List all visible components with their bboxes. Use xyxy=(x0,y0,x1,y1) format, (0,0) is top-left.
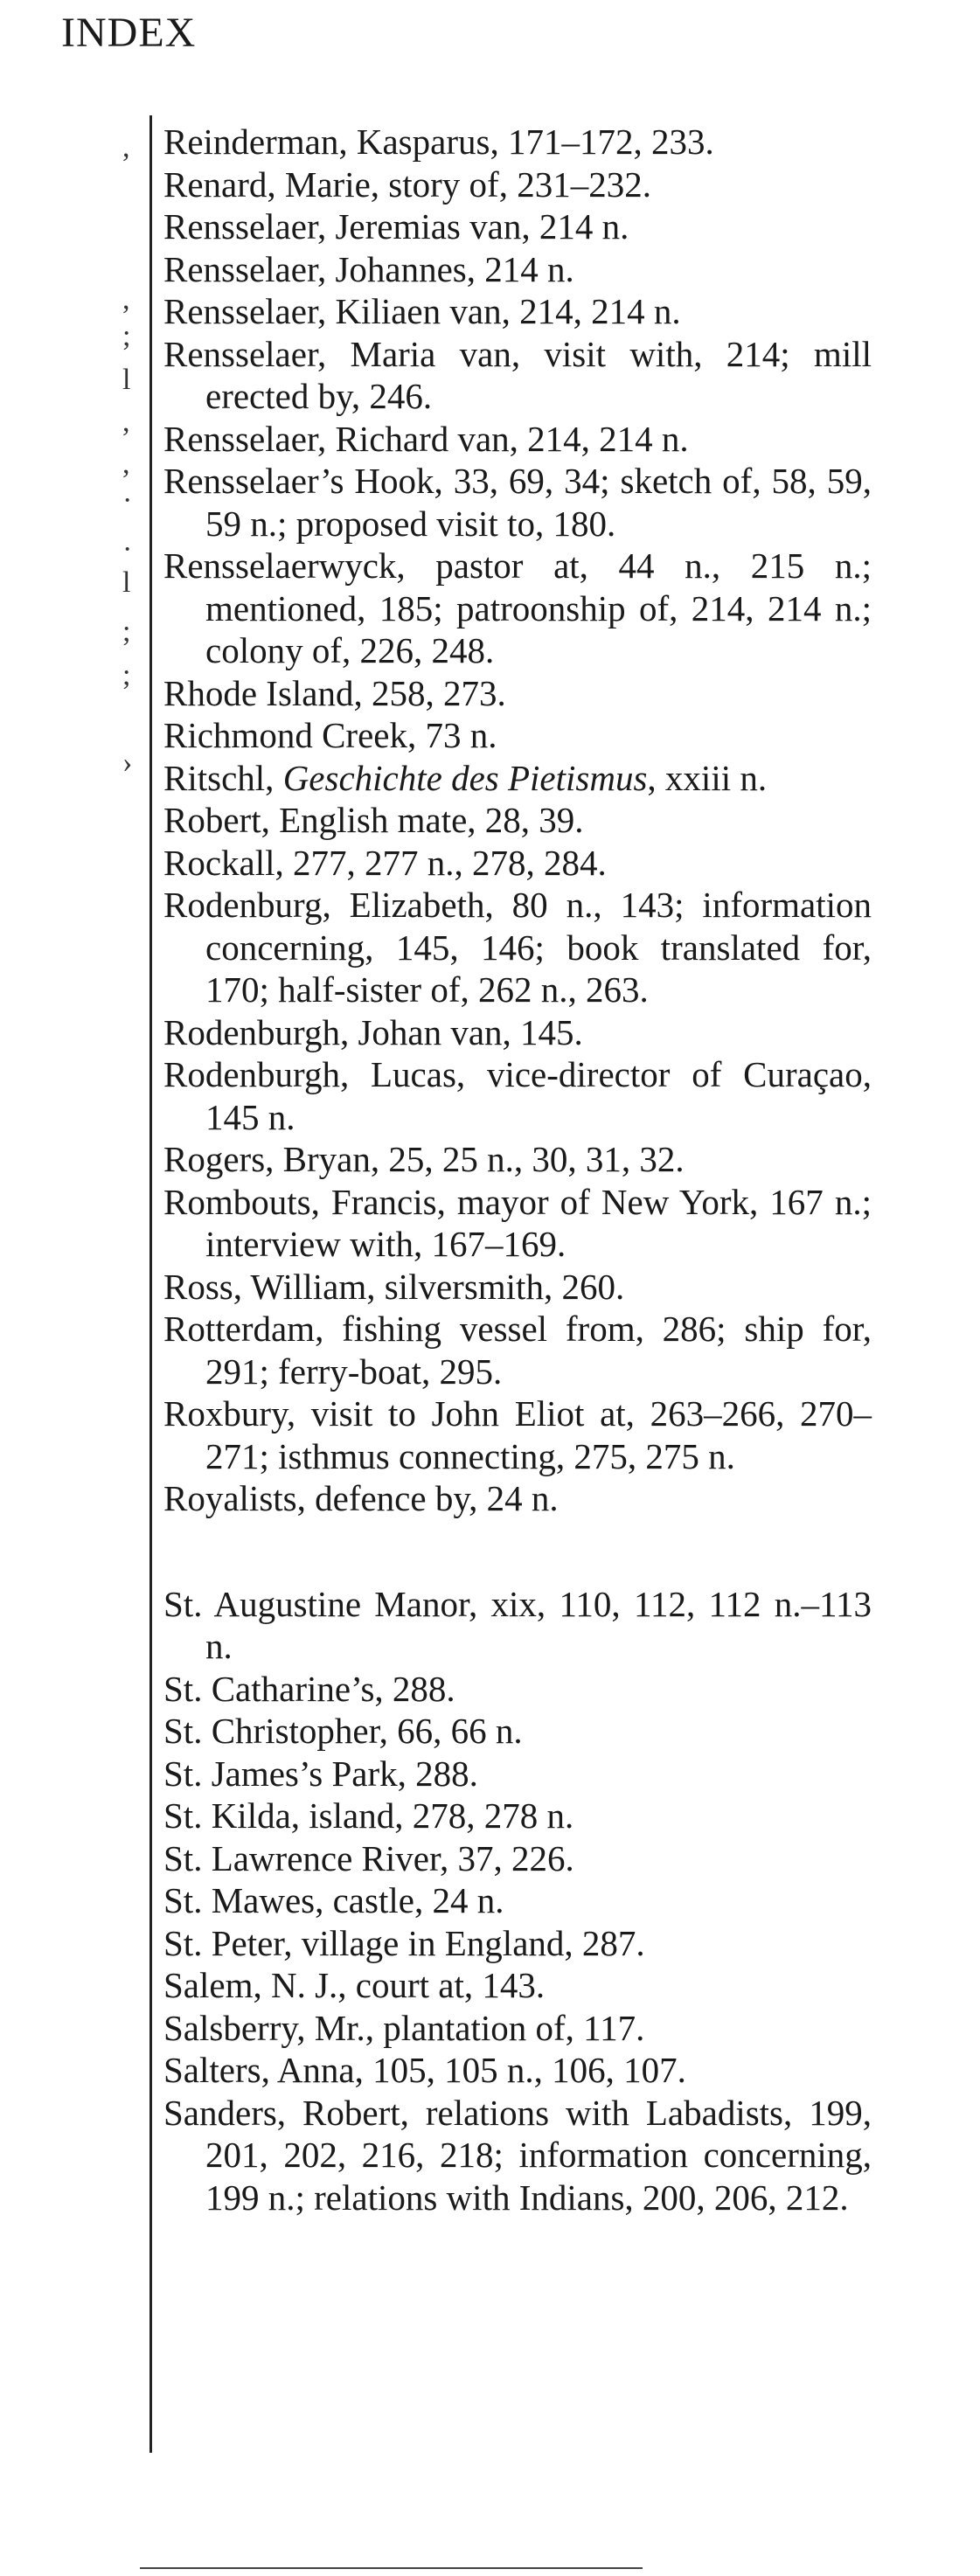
index-entry: St. Mawes, castle, 24 n. xyxy=(163,1880,504,1920)
index-entry: St. Lawrence River, 37, 226. xyxy=(163,1837,574,1878)
index-entry: Rotterdam, fishing vessel from, 286; ship for, 291; ferry-boat, 295. xyxy=(163,1309,872,1392)
index-entry: Rensselaer’s Hook, 33, 69, 34; sketch of, 58, 59, 59 n.; proposed visit to, 180. xyxy=(163,461,872,544)
index-entry: St. Peter, village in England, 287. xyxy=(163,1922,645,1963)
index-entry: Rensselaer, Johannes, 214 n. xyxy=(163,248,574,289)
entry-text: Ritschl, xyxy=(163,757,283,798)
index-entry: St. Kilda, island, 278, 278 n. xyxy=(163,1795,574,1836)
gutter-mark: , xyxy=(122,283,130,316)
gutter-mark: ; xyxy=(122,659,131,691)
index-entry: Rodenburg, Elizabeth, 80 n., 143; information concerning, 145, 146; book translated for, 170; half-sister of, 262 n., 263. xyxy=(163,885,872,1010)
index-entry: St. Catharine’s, 288. xyxy=(163,1668,455,1709)
index-entry xyxy=(163,757,872,800)
index-entry: Rhode Island, 258, 273. xyxy=(163,672,506,713)
gutter-mark: · xyxy=(122,484,133,517)
index-entry: Rogers, Bryan, 25, 25 n., 30, 31, 32. xyxy=(163,1139,685,1179)
gutter-mark: ; xyxy=(122,320,131,352)
index-entry: Rockall, 277, 277 n., 278, 284. xyxy=(163,842,607,883)
gutter-mark: ; xyxy=(122,615,131,648)
index-entry: Royalists, defence by, 24 n. xyxy=(163,1478,559,1518)
index-entry: Rensselaerwyck, pastor at, 44 n., 215 n.; mentioned, 185; patroonship of, 214, 214 n.; colony of, 226, 248. xyxy=(163,545,872,670)
index-entries xyxy=(163,121,872,2218)
column-rule xyxy=(149,115,152,2453)
index-entry: Salters, Anna, 105, 105 n., 106, 107. xyxy=(163,2050,686,2090)
index-entry: Robert, English mate, 28, 39. xyxy=(163,800,584,840)
index-entry: Rombouts, Francis, mayor of New York, 167 n.; interview with, 167–169. xyxy=(163,1181,872,1264)
gutter-mark: , xyxy=(122,448,130,480)
index-entry: Richmond Creek, 73 n. xyxy=(163,715,497,755)
index-entry: St. Christopher, 66, 66 n. xyxy=(163,1711,523,1751)
index-entry: Rodenburgh, Johan van, 145. xyxy=(163,1011,583,1052)
index-entry: St. James’s Park, 288. xyxy=(163,1753,478,1794)
index-entry: Rensselaer, Kiliaen van, 214, 214 n. xyxy=(163,291,681,331)
index-entry: Rodenburgh, Lucas, vice-director of Curaçao, 145 n. xyxy=(163,1054,872,1137)
index-entry: Renard, Marie, story of, 231–232. xyxy=(163,163,651,205)
entry-italic-title: Geschichte des Pietismus xyxy=(282,757,648,798)
gutter-mark: , xyxy=(122,131,130,163)
gutter-mark: › xyxy=(122,746,133,779)
gutter-mark: l xyxy=(122,364,131,396)
footer-rule xyxy=(140,2567,643,2569)
page-title: INDEX xyxy=(61,10,197,56)
index-entry: Rensselaer, Jeremias van, 214 n. xyxy=(163,206,629,246)
index-entry: Sanders, Robert, relations with Labadists, 199, 201, 202, 216, 218; information concerning, 199 n.; relations with Indians, 200, 206, 212. xyxy=(163,2092,872,2218)
index-entry: Rensselaer, Maria van, visit with, 214; mill erected by, 246. xyxy=(163,333,872,416)
gutter-mark: · xyxy=(122,533,133,566)
index-entry: Ross, William, silversmith, 260. xyxy=(163,1266,625,1307)
index-entry: Rensselaer, Richard van, 214, 214 n. xyxy=(163,418,689,459)
index-entry: St. Augustine Manor, xix, 110, 112, 112 n.–113 n. xyxy=(163,1583,872,1666)
index-entry: Salsberry, Mr., plantation of, 117. xyxy=(163,2007,645,2048)
index-entry: Reinderman, Kasparus, 171–172, 233. xyxy=(163,122,714,162)
index-entry: Roxbury, visit to John Eliot at, 263–266, 270–271; isthmus connecting, 275, 275 n. xyxy=(163,1393,872,1476)
index-entry: Salem, N. J., court at, 143. xyxy=(163,1965,546,2005)
gutter-mark: l xyxy=(122,566,131,599)
entry-text: , xxiii n. xyxy=(647,757,768,798)
gutter-mark: , xyxy=(122,406,130,438)
